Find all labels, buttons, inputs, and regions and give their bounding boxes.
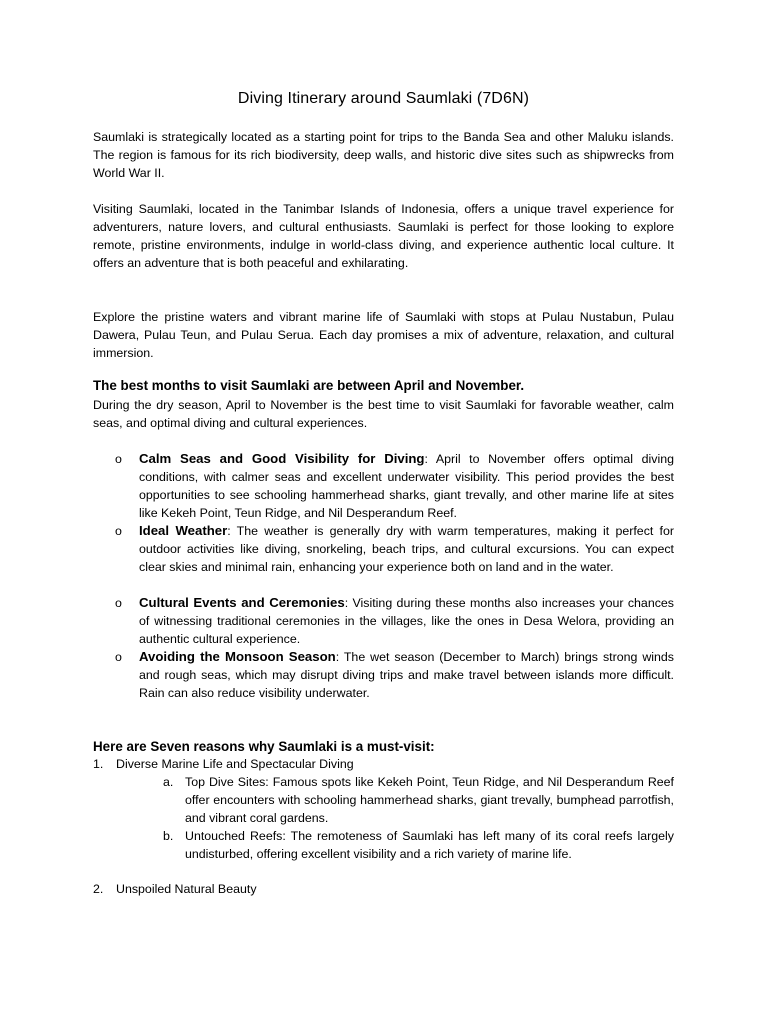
intro-paragraph-1: Saumlaki is strategically located as a starting point for trips to the Banda Sea and other Maluku islands. The region is famous for its rich biodiversity, deep walls, and historic dive sites such as shipwrecks from World War II. [93, 130, 674, 180]
bullet-term: Cultural Events and Ceremonies [139, 595, 345, 610]
sub-list-text: Top Dive Sites: Famous spots like Kekeh Point, Teun Ridge, and Nil Desperandum Reef offer encounters with schooling hammerhead sharks, giant trevally, bumphead parrotfish, and vibrant coral gardens. [185, 775, 674, 825]
best-months-heading: The best months to visit Saumlaki are between April and November. [93, 378, 525, 393]
bullet-marker: o [115, 596, 122, 610]
best-months-text: During the dry season, April to November is the best time to visit Saumlaki for favorable weather, calm seas, and optimal diving and cultural experiences. [93, 398, 674, 430]
bullet-term: Ideal Weather [139, 523, 228, 538]
sub-list-letter: a. [163, 775, 174, 789]
bullet-term: Calm Seas and Good Visibility for Diving [139, 451, 425, 466]
sub-list-text: Untouched Reefs: The remoteness of Saumlaki has left many of its coral reefs largely undisturbed, offering excellent visibility and a rich variety of marine life. [185, 829, 674, 861]
bullet-text: : The wet season (December to March) brings strong winds and rough seas, which may disrupt diving trips and make travel between islands more difficult. Rain can also reduce visibility underwater. [139, 650, 674, 700]
list-number: 1. [93, 757, 104, 771]
list-item-label: Diverse Marine Life and Spectacular Diving [116, 757, 354, 771]
document-title: Diving Itinerary around Saumlaki (7D6N) [237, 90, 530, 107]
intro-paragraph-3: Explore the pristine waters and vibrant marine life of Saumlaki with stops at Pulau Nustabun, Pulau Dawera, Pulau Teun, and Pulau Serua. Each day promises a mix of adventure, relaxation, and cultural immersion. [93, 310, 674, 360]
list-number: 2. [93, 882, 104, 896]
bullet-text: : Visiting during these months also increases your chances of witnessing traditional ceremonies in the villages, like the ones in Desa Welora, providing an authentic cultural experience. [139, 596, 674, 646]
bullet-marker: o [115, 650, 122, 664]
bullet-term: Avoiding the Monsoon Season [139, 649, 336, 664]
list-item-label: Unspoiled Natural Beauty [116, 882, 257, 896]
reasons-heading: Here are Seven reasons why Saumlaki is a must-visit: [93, 739, 435, 754]
bullet-marker: o [115, 524, 122, 538]
bullet-text: : The weather is generally dry with warm temperatures, making it perfect for outdoor activities like diving, snorkeling, beach trips, and cultural excursions. You can expect clear skies and minimal rain, enhancing your experience both on land and in the water. [139, 524, 674, 574]
bullet-text: : April to November offers optimal diving conditions, with calmer seas and excellent underwater visibility. This period provides the best opportunities to see schooling hammerhead sharks, giant trevally, and other marine life at sites like Kekeh Point, Teun Ridge, and Nil Desperandum Reef. [139, 452, 674, 520]
intro-paragraph-2: Visiting Saumlaki, located in the Tanimbar Islands of Indonesia, offers a unique travel experience for adventurers, nature lovers, and cultural enthusiasts. Saumlaki is perfect for those looking to explore remote, pristine environments, indulge in world-class diving, and experience authentic local culture. It offers an adventure that is both peaceful and exhilarating. [93, 202, 674, 270]
bullet-marker: o [115, 452, 122, 466]
sub-list-letter: b. [163, 829, 174, 843]
